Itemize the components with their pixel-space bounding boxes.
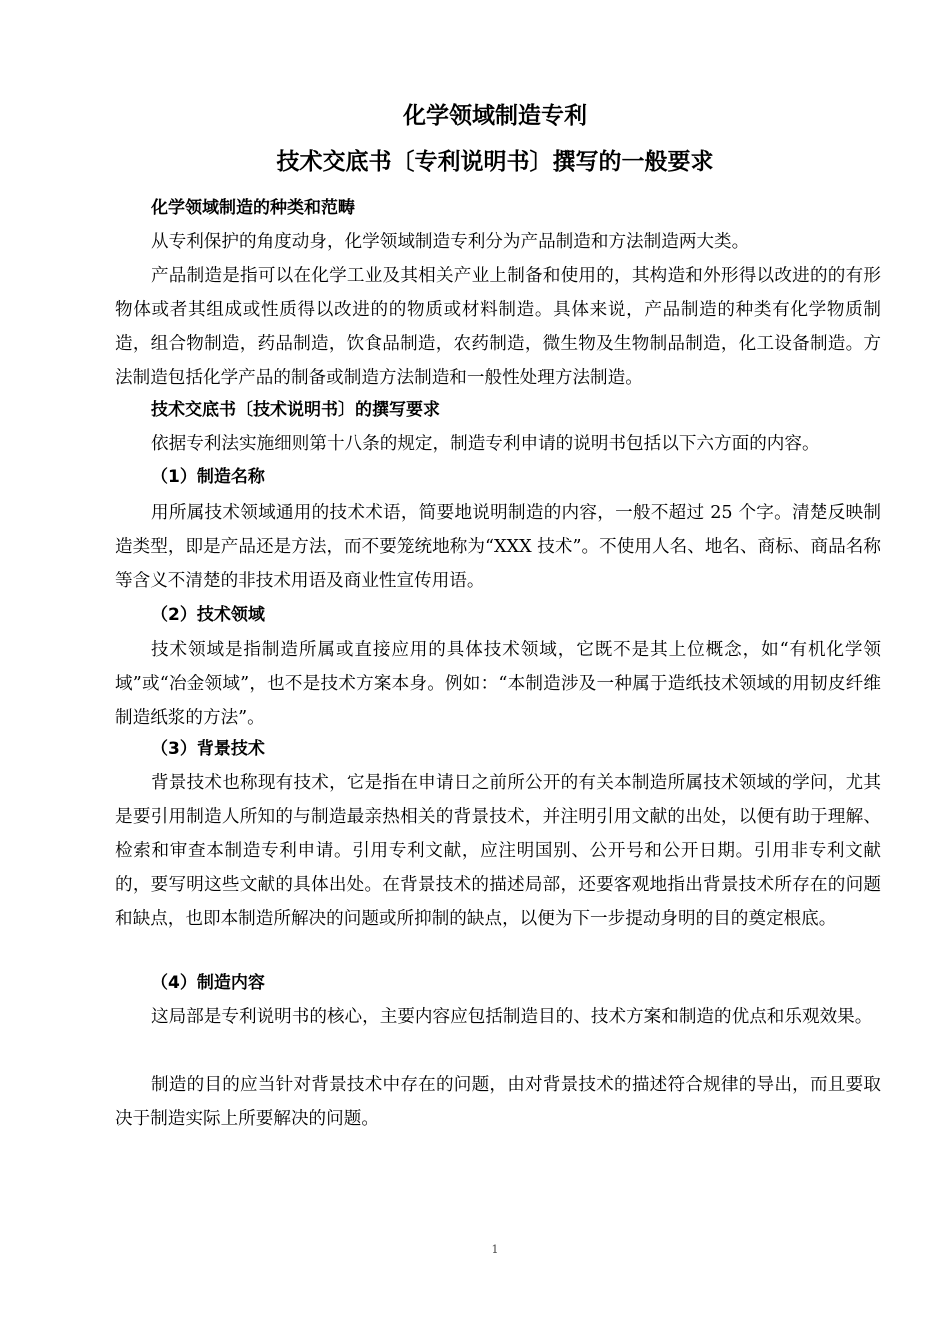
paragraph-name: 用所属技术领域通用的技术术语，简要地说明制造的内容，一般不超过 25 个字。清楚反映制造类型，即是产品还是方法，而不要笼统地称为“XXX 技术”。不使用人名、地名、商标、商品名称等含义不清楚的非技术用语及商业性宣传用语。 [115, 503, 881, 591]
paragraph-product-manufacturing: 产品制造是指可以在化学工业及其相关产业上制备和使用的，其构造和外形得以改进的的有形物体或者其组成或性质得以改进的的物质或材料制造。具体来说，产品制造的种类有化学物质制造，组合物制造，药品制造，饮食品制造，农药制造，微生物及生物制品制造，化工设备制造。方法制造包括化学产品的制备或制造方法制造和一般性处理方法制造。 [115, 266, 881, 388]
section-heading-categories: 化学领域制造的种类和范畴 [151, 198, 355, 218]
paragraph-content-core: 这局部是专利说明书的核心，主要内容应包括制造目的、技术方案和制造的优点和乐观效果。 [151, 1007, 873, 1027]
section-heading-background: （3）背景技术 [151, 739, 265, 759]
paragraph-content-purpose: 制造的目的应当针对背景技术中存在的问题，由对背景技术的描述符合规律的导出，而且要取决于制造实际上所要解决的问题。 [115, 1075, 881, 1129]
document-title-line-2: 技术交底书〔专利说明书〕撰写的一般要求 [276, 149, 714, 175]
section-heading-field: （2）技术领域 [151, 605, 265, 625]
section-heading-name: （1）制造名称 [151, 467, 265, 487]
page-number: 1 [491, 1243, 499, 1256]
section-heading-writing-requirements: 技术交底书〔技术说明书〕的撰写要求 [151, 400, 440, 420]
paragraph-field: 技术领域是指制造所属或直接应用的具体技术领域，它既不是其上位概念，如“有机化学领域”或“冶金领域”，也不是技术方案本身。例如：“本制造涉及一种属于造纸技术领域的用韧皮纤维制造纸浆的方法”。 [115, 640, 881, 728]
paragraph-six-aspects: 依据专利法实施细则第十八条的规定，制造专利申请的说明书包括以下六方面的内容。 [151, 434, 820, 454]
paragraph-background: 背景技术也称现有技术，它是指在申请日之前所公开的有关本制造所属技术领域的学问，尤其是要引用制造人所知的与制造最亲热相关的背景技术，并注明引用文献的出处，以便有助于理解、检索和审查本制造专利申请。引用专利文献，应注明国别、公开号和公开日期。引用非专利文献的，要写明这些文献的具体出处。在背景技术的描述局部，还要客观地指出背景技术所存在的问题和缺点，也即本制造所解决的问题或所抑制的缺点，以便为下一步提动身明的目的奠定根底。 [115, 773, 881, 929]
paragraph-categories-intro: 从专利保护的角度动身，化学领域制造专利分为产品制造和方法制造两大类。 [151, 232, 750, 252]
section-heading-content: （4）制造内容 [151, 973, 265, 993]
document-title-line-1: 化学领域制造专利 [403, 103, 587, 129]
